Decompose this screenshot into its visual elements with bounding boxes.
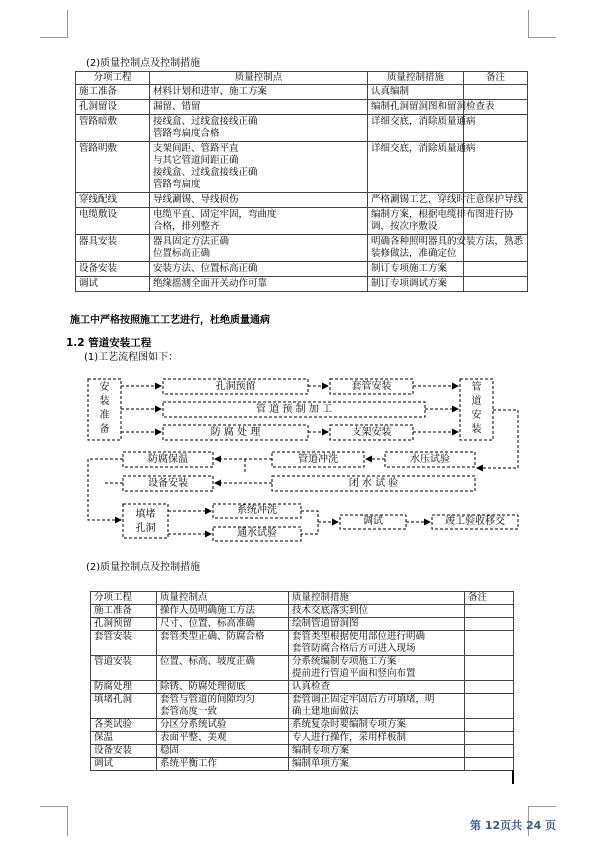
table-header-cell: 备注 [465,592,514,605]
points-line: 漏留、错留 [153,101,201,112]
table-row [91,745,514,758]
item-cell: 孔洞留设 [76,100,150,115]
equip-install-label: 设备安装 [148,478,188,489]
note-cell [465,694,514,719]
measures-line: 编制方案，根据电缆排布图进行协 [371,209,514,220]
casing-install-label: 套管安装 [351,381,392,392]
page-footer [470,817,556,833]
points-line: 位置、标高、坡度正确 [160,656,256,667]
strict-construction-note: 施工中严格按照施工工艺进行，杜绝质量通病 [70,315,270,326]
note-cell [465,681,514,694]
item-cell: 保温 [91,732,157,745]
measures-line: 认真检查 [292,681,331,692]
points-line: 绝缘摇测全面开关动作可靠 [153,278,268,289]
section1-heading: (2)质量控制点及控制措施 [86,58,201,69]
points-cell [157,745,289,758]
points-line: 套管类型正确、防腐合格 [160,631,265,642]
measures-line: 套管防腐合格后方可进入现场 [292,643,416,654]
table-header-cell: 分项工程 [91,592,157,605]
measures-line: 专人进行操作，采用样板制 [292,732,407,743]
measures-cell [289,656,465,681]
measures-cell [289,631,465,656]
measures-line: 调，按次序敷设 [371,221,438,232]
measures-line: 套管调正固定牢固后方可填堵，明 [292,694,435,705]
section2-heading: (2)质量控制点及控制措施 [86,562,201,573]
item-cell: 防腐处理 [91,681,157,694]
table-header-cell: 分项工程 [76,72,150,85]
measures-line: 绘制管道留洞图 [292,618,359,629]
prep-label [88,381,121,437]
measures-line: 套管类型根据使用部位进行明确 [292,631,426,642]
points-line: 电缆平直、固定牢固，弯曲度 [153,209,277,220]
measures-line: 提前进行管道平面和竖向布置 [292,668,416,679]
item-cell: 管路暗敷 [76,115,150,142]
points-line: 套管高度一致 [160,706,218,717]
table-header-cell: 质量控制点 [150,72,368,85]
prep-char: 安 [99,382,110,393]
points-cell [157,694,289,719]
pipe-prefab-label: 管 道 预 制 加 工 [256,404,332,415]
prep-char: 准 [99,410,110,421]
points-line: 位置标高正确 [153,248,211,259]
item-cell: 器具安装 [76,235,150,262]
item-cell: 各类试验 [91,719,157,732]
table-header-cell: 备注 [464,72,528,85]
table-row [91,656,514,681]
cursor-marker [512,770,514,784]
points-line: 套管与管道的间隙均匀 [160,694,256,705]
prep-char: 备 [99,424,110,435]
item-cell: 调试 [76,277,150,292]
points-line: 材料计划和进审、施工方案 [153,86,268,97]
table-row [91,631,514,656]
closed-water-test-label: 闭 水 试 验 [348,478,399,489]
table-header-cell: 质量控制点 [157,592,289,605]
note-cell [465,631,514,656]
points-line: 除锈、防腐处理彻底 [160,681,246,692]
hole-reserve-label: 孔洞预留 [215,381,256,392]
points-line: 器具固定方法正确 [153,236,230,247]
measures-cell [289,694,465,719]
acceptance-label: 竣工验收移交 [445,516,505,527]
points-cell [157,631,289,656]
table-row [91,758,514,771]
item-cell: 孔洞预留 [91,618,157,631]
measures-line: 严格涮锡工艺，穿线时注意保护导线 [371,194,524,205]
measures-line: 确土建地面做法 [292,706,359,717]
table-row [91,694,514,719]
anticorrosion-label: 防 腐 处 理 [210,427,261,438]
item-cell: 施工准备 [76,85,150,100]
note-cell [465,656,514,681]
note-cell [465,605,514,618]
section-title: 1.2 管道安装工程 [66,337,152,349]
measures-cell [289,758,465,771]
table-header-row [91,592,514,605]
measures-line: 技术交底落实到位 [292,605,369,616]
table-row [91,732,514,745]
points-line: 表面平整、美观 [160,732,227,743]
measures-line: 制订专项调试方案 [371,278,448,289]
item-cell: 调试 [91,758,157,771]
points-line: 尺寸、位置、标高准确 [160,618,256,629]
points-line: 导线涮锡、导线损伤 [153,194,239,205]
table-header-cell: 质量控制措施 [289,592,465,605]
fill-holes-line: 填堵 [135,509,156,520]
measures-cell [289,681,465,694]
points-line: 与其它管道间距正确 [153,155,239,166]
measures-cell [289,605,465,618]
pipe-install-char: 管 [471,382,482,393]
ball-test-label: 通水试验 [237,528,277,539]
item-cell: 管路明敷 [76,142,150,193]
table-row [91,618,514,631]
item-cell: 电缆敷设 [76,208,150,235]
pipe-install-char: 装 [471,424,482,435]
measures-line: 认真编制 [371,86,410,97]
points-cell [157,656,289,681]
table-row [91,681,514,694]
item-cell: 管道安装 [91,656,157,681]
bracket-install-label: 支架安装 [351,427,392,438]
quality-table-piping [90,591,514,771]
fill-holes-label [123,508,168,536]
measures-line: 明确各种照明器具的安装方法，熟悉 [371,236,524,247]
points-cell [157,758,289,771]
pressure-test-label: 水压试验 [410,454,450,465]
measures-cell [289,618,465,631]
points-line: 分区分系统试验 [160,719,227,730]
pipe-install-char: 安 [471,410,482,421]
points-line: 接线盒、过线盒接线正确 [153,116,258,127]
points-cell [157,681,289,694]
measures-line: 编制孔洞留洞图和留洞检查表 [371,101,495,112]
points-line: 接线盒、过线盒接线正确 [153,167,258,178]
note-cell [465,732,514,745]
item-cell: 套管安装 [91,631,157,656]
measures-line: 装修做法，准确定位 [371,248,457,259]
measures-cell [289,745,465,758]
measures-line: 编制专项方案 [292,745,350,756]
points-cell [157,618,289,631]
item-cell: 设备安装 [76,262,150,277]
points-line: 系统平衡工作 [160,758,218,769]
points-line: 稳固 [160,745,180,756]
table-header-cell: 质量控制措施 [368,72,464,85]
note-cell [465,745,514,758]
fill-holes-line: 孔洞 [135,523,156,534]
measures-cell [289,732,465,745]
points-line: 安装方法、位置标高正确 [153,263,258,274]
table-row [91,719,514,732]
flushing-label: 管道冲洗 [298,454,338,465]
anticorr-insul-label: 防腐保温 [148,454,188,465]
flow-heading: (1)工艺流程图如下： [84,352,179,363]
item-cell: 施工准备 [91,605,157,618]
measures-line: 制订专项施工方案 [371,263,448,274]
points-line: 管路弯扁度 [153,179,201,190]
measures-cell [289,719,465,732]
points-line: 管路弯扁度合格 [153,128,220,139]
note-cell [465,758,514,771]
pipe-install-char: 道 [471,396,482,407]
measures-line: 系统复杂时要编制专项方案 [292,719,407,730]
item-cell: 穿线配线 [76,193,150,208]
points-line: 支架间距、管路平直 [153,143,239,154]
commissioning-label: 调试 [363,516,383,527]
prep-char: 装 [99,396,110,407]
note-cell [465,719,514,732]
measures-line: 编制单项方案 [292,758,350,769]
page-number-label: 第 12页共 24 页 [470,819,557,832]
points-cell [157,605,289,618]
points-line: 操作人员明确施工方法 [160,605,256,616]
item-cell: 填堵孔洞 [91,694,157,719]
note-cell [465,618,514,631]
points-cell [157,732,289,745]
system-flush-label: 系统冲洗 [237,505,277,516]
item-cell: 设备安装 [91,745,157,758]
measures-line: 详细交底，消除质量通病 [371,116,476,127]
measures-line: 分系统编制专项施工方案 [292,656,397,667]
points-line: 合格，排列整齐 [153,221,220,232]
points-cell [157,719,289,732]
pipe-install-label [460,381,493,437]
measures-line: 详细交底，消除质量通病 [371,143,476,154]
table-row [91,605,514,618]
